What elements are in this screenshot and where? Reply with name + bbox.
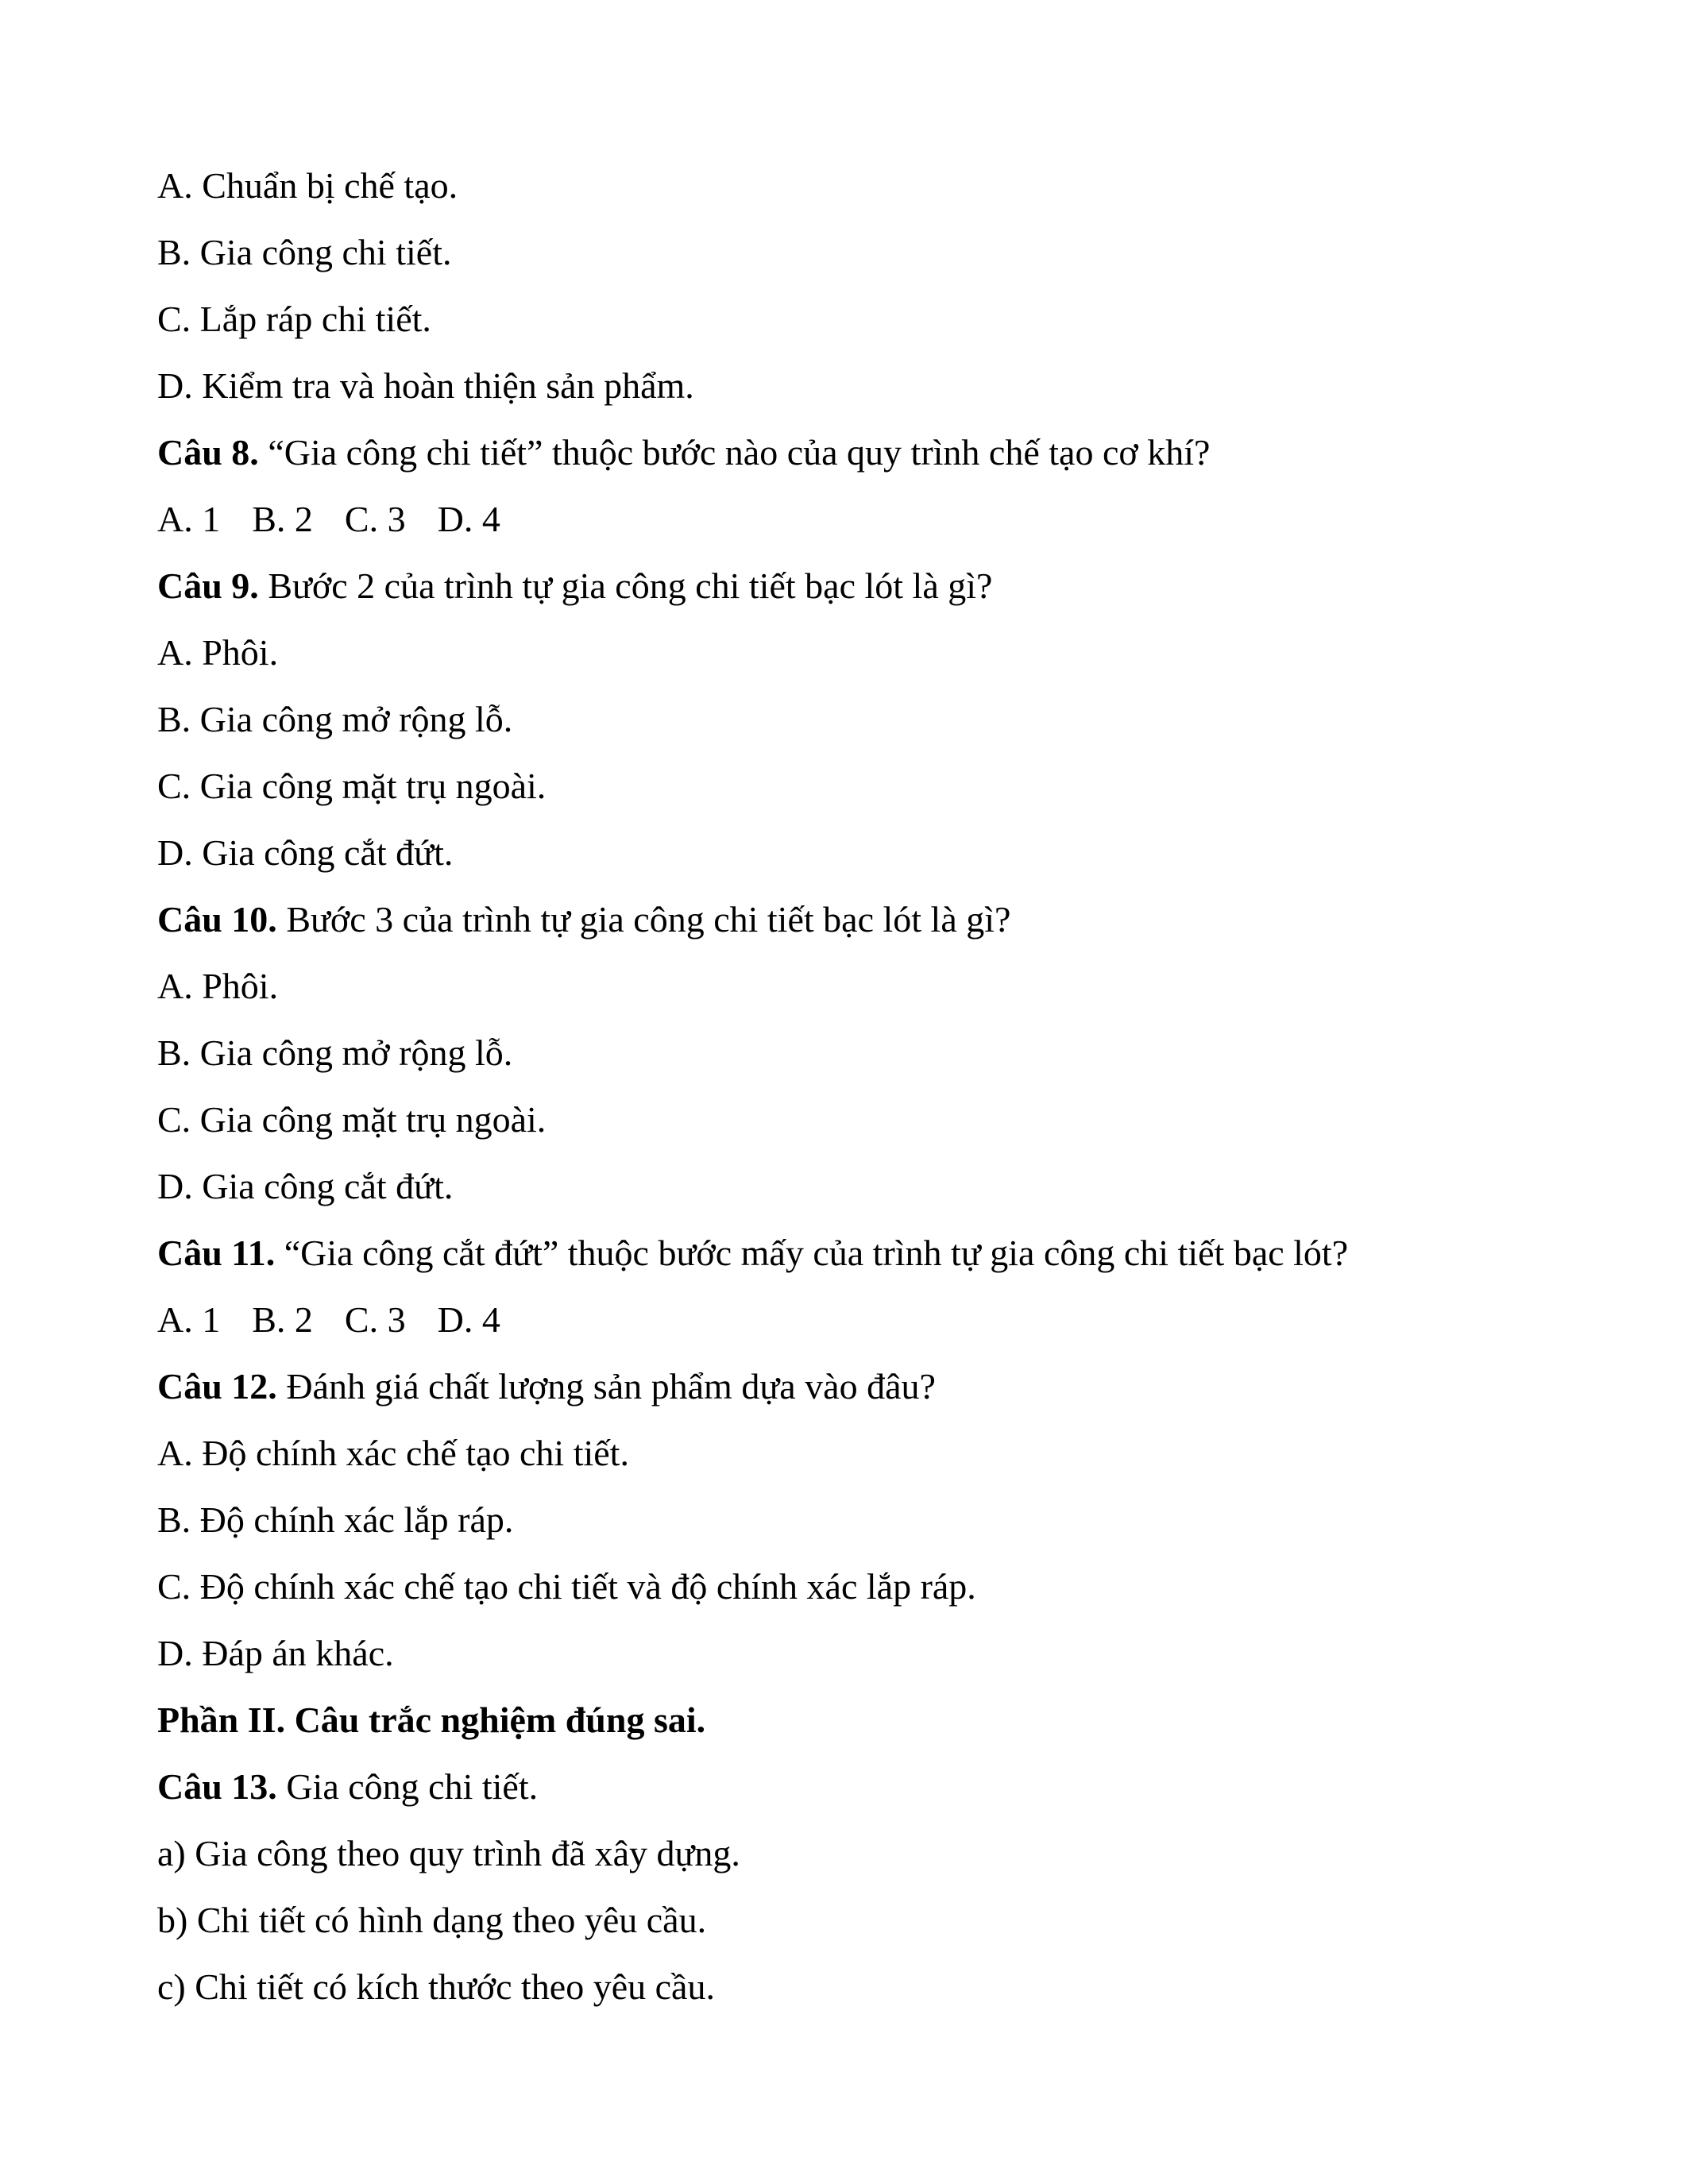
q11-question [157, 1220, 1539, 1287]
part2-heading: Phần II. Câu trắc nghiệm đúng sai. [157, 1700, 706, 1740]
q8-option-b: B. 2 [252, 499, 313, 539]
q7-option-d: D. Kiểm tra và hoàn thiện sản phẩm. [157, 365, 694, 406]
q13-text: Gia công chi tiết. [276, 1766, 539, 1807]
q12-number: Câu 12. [157, 1366, 277, 1406]
q13-statement-c: c) Chi tiết có kích thước theo yêu cầu. [157, 1966, 715, 2007]
q9-number: Câu 9. [157, 565, 259, 606]
q11-option-a: A. 1 [157, 1299, 221, 1340]
q12-question [157, 1353, 1539, 1420]
q11-option-c: C. 3 [344, 1299, 406, 1340]
q9-option-d: D. Gia công cắt đứt. [157, 832, 454, 873]
q13-question [157, 1754, 1539, 1820]
q11-text: “Gia công cắt đứt” thuộc bước mấy của trình tự gia công chi tiết bạc lót? [275, 1233, 1349, 1273]
q13-number: Câu 13. [157, 1766, 277, 1807]
q8-number: Câu 8. [157, 432, 259, 473]
q10-option-a: A. Phôi. [157, 966, 279, 1006]
q13-statement-a: a) Gia công theo quy trình đã xây dựng. [157, 1833, 740, 1873]
q12-option-a: A. Độ chính xác chế tạo chi tiết. [157, 1433, 629, 1473]
q11-option-d: D. 4 [437, 1299, 500, 1340]
q10-text: Bước 3 của trình tự gia công chi tiết bạc lót là gì? [276, 899, 1011, 940]
q9-option-b: B. Gia công mở rộng lỗ. [157, 699, 513, 739]
q12-option-d: D. Đáp án khác. [157, 1633, 394, 1673]
q10-option-b: B. Gia công mở rộng lỗ. [157, 1032, 513, 1073]
q7-option-a: A. Chuẩn bị chế tạo. [157, 165, 458, 206]
q11-number: Câu 11. [157, 1233, 276, 1273]
q8-text: “Gia công chi tiết” thuộc bước nào của quy trình chế tạo cơ khí? [258, 432, 1211, 473]
q11-option-b: B. 2 [252, 1299, 313, 1340]
q8-option-d: D. 4 [437, 499, 500, 539]
document-body [157, 152, 1539, 2020]
q10-option-c: C. Gia công mặt trụ ngoài. [157, 1099, 547, 1140]
q7-option-b: B. Gia công chi tiết. [157, 232, 452, 272]
q8-options [157, 486, 1539, 553]
q10-number: Câu 10. [157, 899, 277, 940]
q12-option-b: B. Độ chính xác lắp ráp. [157, 1499, 514, 1540]
q12-option-c: C. Độ chính xác chế tạo chi tiết và độ chính xác lắp ráp. [157, 1566, 976, 1607]
q8-option-a: A. 1 [157, 499, 221, 539]
q12-text: Đánh giá chất lượng sản phẩm dựa vào đâu? [276, 1366, 936, 1406]
q9-text: Bước 2 của trình tự gia công chi tiết bạc lót là gì? [258, 565, 993, 606]
q7-option-c: C. Lắp ráp chi tiết. [157, 299, 431, 339]
q10-question [157, 886, 1539, 953]
q11-options [157, 1287, 1539, 1353]
q9-question [157, 553, 1539, 619]
q13-statement-b: b) Chi tiết có hình dạng theo yêu cầu. [157, 1900, 707, 1940]
q9-option-c: C. Gia công mặt trụ ngoài. [157, 766, 547, 806]
q10-option-d: D. Gia công cắt đứt. [157, 1166, 454, 1206]
q9-option-a: A. Phôi. [157, 632, 279, 673]
q8-option-c: C. 3 [344, 499, 406, 539]
q8-question [157, 419, 1539, 486]
